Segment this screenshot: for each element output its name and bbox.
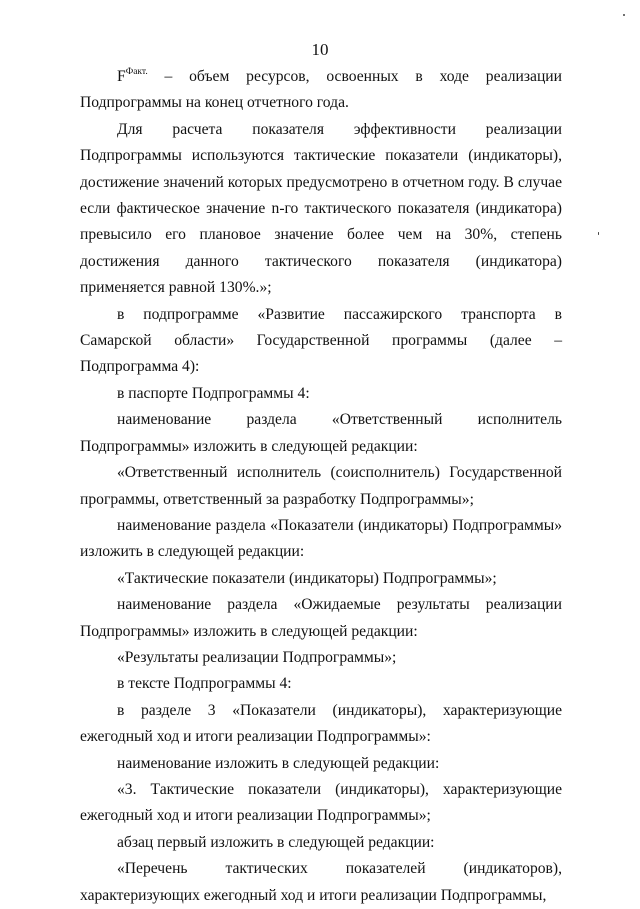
paragraph-list-of-indicators: «Перечень тактических показателей (индикаторов), характеризующих ежегодный ход и итоги реализации Подпрограммы, — [80, 860, 562, 904]
paragraph-name-edit: наименование изложить в следующей редакции: — [117, 754, 440, 772]
paragraph-efficiency-calculation: Для расчета показателя эффективности реализации Подпрограммы используются тактические показатели (индикаторы), достижение значений которых предусмотрено в отчетном году. В случае если фактическое значение n-го тактического показателя (индикатора) превысило его плановое значение более чем на 30%, степень достижения данного тактического показателя (индикатора) применяется равной 130%.»; — [80, 120, 562, 297]
paragraph-section-3: в разделе 3 «Показатели (индикаторы), характеризующие ежегодный ход и итоги реализации Подпрограммы»: — [80, 701, 562, 746]
scan-speck — [623, 14, 625, 16]
paragraph-responsible-new-text: «Ответственный исполнитель (соисполнитель) Государственной программы, ответственный за разработку Подпрограммы»; — [80, 464, 562, 508]
paragraph-responsible-section: наименование раздела «Ответственный исполнитель Подпрограммы» изложить в следующей редакции: — [80, 411, 562, 455]
formula-definition-text: – объем ресурсов, освоенных в ходе реализации Подпрограммы на конец отчетного года. — [80, 68, 562, 112]
paragraph-indicators-new-text: «Тактические показатели (индикаторы) Подпрограммы»; — [117, 569, 497, 587]
paragraph-resource-definition — [80, 64, 562, 117]
paragraph-subprogram-text-heading: в тексте Подпрограммы 4: — [117, 675, 292, 693]
paragraph-expected-results-section: наименование раздела «Ожидаемые результаты реализации Подпрограммы» изложить в следующей редакции: — [80, 596, 562, 640]
paragraph-indicators-section: наименование раздела «Показатели (индикаторы) Подпрограммы» изложить в следующей редакции: — [80, 516, 562, 561]
paragraph-passport-heading: в паспорте Подпрограммы 4: — [117, 384, 310, 402]
paragraph-results-new-text: «Результаты реализации Подпрограммы»; — [117, 648, 397, 666]
scan-speck — [598, 232, 599, 235]
formula-superscript: Факт. — [125, 67, 148, 77]
document-body — [80, 64, 562, 909]
paragraph-first-paragraph-edit: абзац первый изложить в следующей редакции: — [117, 833, 435, 851]
paragraph-subprogram-4-intro: в подпрограмме «Развитие пассажирского транспорта в Самарской области» Государственной программы (далее – Подпрограмма 4): — [80, 305, 562, 376]
paragraph-section-3-new-title: «3. Тактические показатели (индикаторы), характеризующие ежегодный ход и итоги реализации Подпрограммы»; — [80, 780, 562, 825]
formula-symbol: F — [117, 68, 126, 85]
page-number: 10 — [311, 40, 329, 59]
